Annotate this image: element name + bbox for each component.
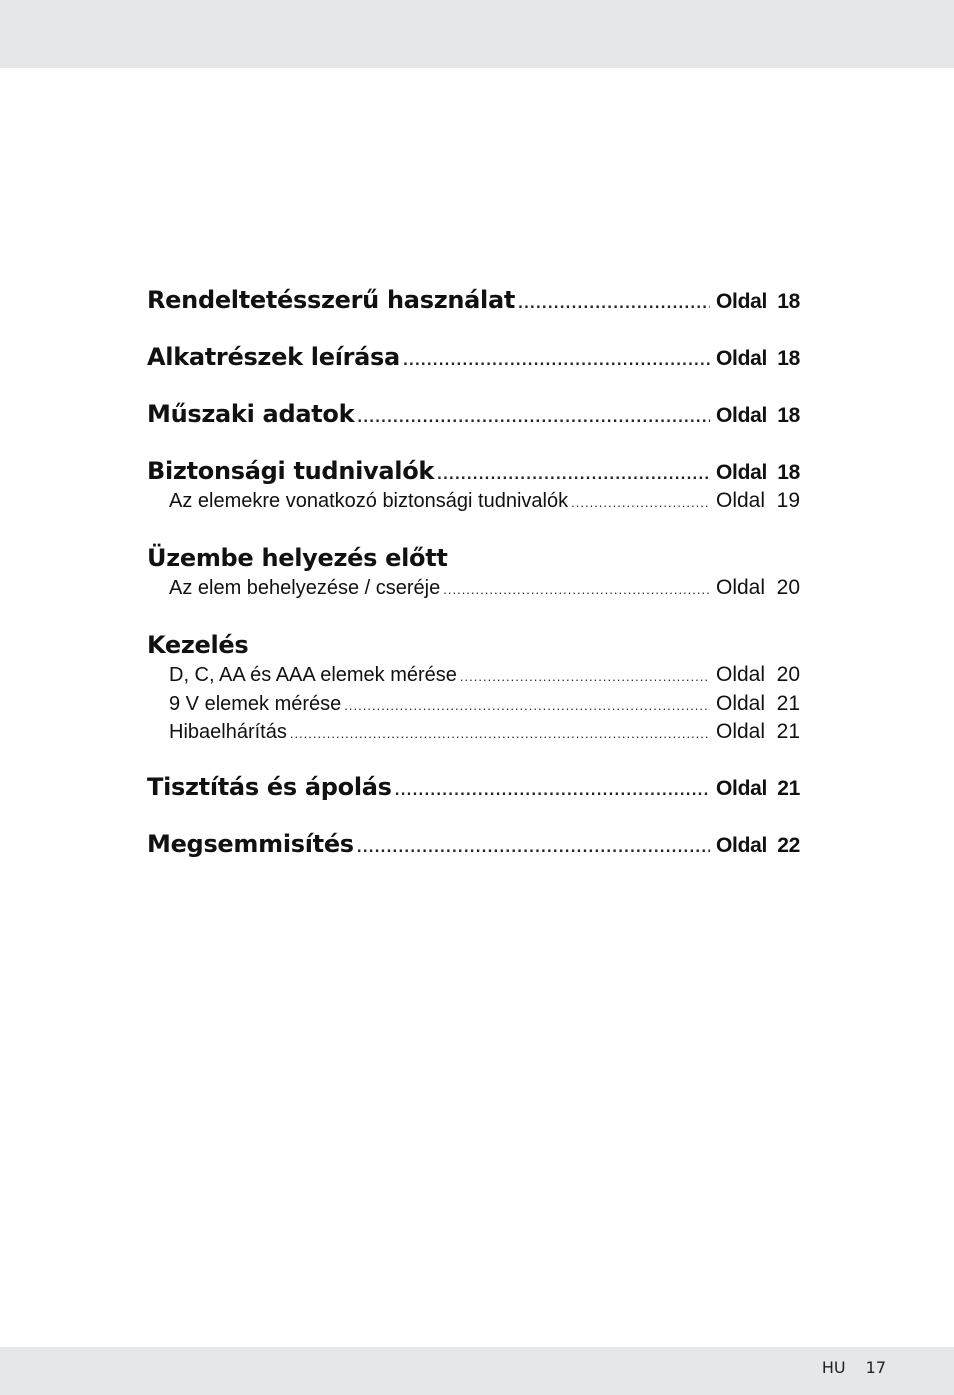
toc-page-label: Oldal	[716, 720, 766, 743]
toc-leader-dots	[437, 468, 710, 483]
toc-entry-title: Műszaki adatok	[147, 400, 355, 428]
toc-entry-title: Hibaelhárítás	[169, 721, 287, 743]
toc-page-number: 18	[777, 290, 800, 313]
toc-leader-dots	[403, 354, 710, 369]
toc-leader-dots	[518, 297, 710, 312]
toc-section-title: Kezelés	[147, 631, 249, 659]
toc-subentry-hibaelharitas[interactable]	[147, 720, 800, 749]
toc-subentry-dcaa-aaa-meres[interactable]	[147, 663, 800, 692]
toc-entry-title: Megsemmisítés	[147, 830, 354, 858]
toc-entry-muszaki-adatok[interactable]	[147, 400, 800, 440]
language-code: HU	[821, 1358, 846, 1377]
toc-page-label: Oldal	[716, 347, 768, 370]
toc-page-label: Oldal	[716, 404, 768, 427]
toc-section-uzembe-helyezes-elott[interactable]	[147, 544, 800, 576]
header-band	[0, 0, 954, 68]
toc-leader-dots	[357, 411, 710, 426]
toc-page-number: 21	[776, 692, 800, 715]
toc-page-number: 18	[777, 461, 800, 484]
toc-page-label: Oldal	[716, 663, 766, 686]
toc-page-number: 18	[777, 347, 800, 370]
toc-entry-title: Rendeltetésszerű használat	[147, 286, 516, 314]
toc-page-number: 21	[777, 777, 800, 800]
toc-entry-rendeltetesszeru-hasznalat[interactable]	[147, 286, 800, 326]
toc-entry-biztonsagi-tudnivalok[interactable]	[147, 457, 800, 489]
page-number: 17	[865, 1358, 886, 1377]
toc-leader-dots	[357, 841, 710, 856]
toc-page-label: Oldal	[716, 461, 768, 484]
toc-leader-dots	[395, 784, 710, 799]
toc-page-number: 21	[776, 720, 800, 743]
toc-entry-title: Tisztítás és ápolás	[147, 773, 392, 801]
toc-page-label: Oldal	[716, 290, 768, 313]
toc-page-label: Oldal	[716, 576, 766, 599]
toc-leader-dots	[344, 698, 710, 713]
toc-subentry-9v-meres[interactable]	[147, 692, 800, 720]
toc-page-number: 20	[776, 663, 800, 686]
toc-subentry-elem-behelyezese[interactable]	[147, 576, 800, 605]
toc-page-number: 19	[776, 489, 800, 512]
toc-page-label: Oldal	[716, 777, 768, 800]
table-of-contents	[147, 286, 800, 870]
toc-entry-megsemmisites[interactable]	[147, 830, 800, 870]
toc-leader-dots	[290, 726, 710, 741]
toc-page-label: Oldal	[716, 692, 766, 715]
toc-entry-alkatreszek-leirasa[interactable]	[147, 343, 800, 383]
toc-leader-dots	[571, 495, 710, 510]
toc-leader-dots	[443, 582, 710, 597]
toc-entry-title: Alkatrészek leírása	[147, 343, 400, 371]
toc-entry-title: Az elem behelyezése / cseréje	[169, 577, 441, 599]
footer-band	[0, 1347, 954, 1395]
toc-page-number: 20	[776, 576, 800, 599]
toc-entry-title: Az elemekre vonatkozó biztonsági tudnivalók	[169, 490, 569, 512]
toc-leader-dots	[460, 669, 710, 684]
toc-page-number: 22	[777, 834, 800, 857]
toc-entry-title: D, C, AA és AAA elemek mérése	[169, 664, 457, 686]
toc-subentry-elemek-biztonsagi-tudnivalok[interactable]	[147, 489, 800, 518]
toc-page-label: Oldal	[716, 834, 768, 857]
toc-entry-tisztitas-es-apolas[interactable]	[147, 773, 800, 813]
toc-page-label: Oldal	[716, 489, 766, 512]
toc-entry-title: Biztonsági tudnivalók	[147, 457, 435, 485]
toc-page-number: 18	[777, 404, 800, 427]
toc-entry-title: 9 V elemek mérése	[169, 693, 342, 715]
toc-section-kezeles[interactable]	[147, 631, 800, 663]
page-footer	[822, 1358, 886, 1377]
toc-section-title: Üzembe helyezés előtt	[147, 544, 448, 572]
